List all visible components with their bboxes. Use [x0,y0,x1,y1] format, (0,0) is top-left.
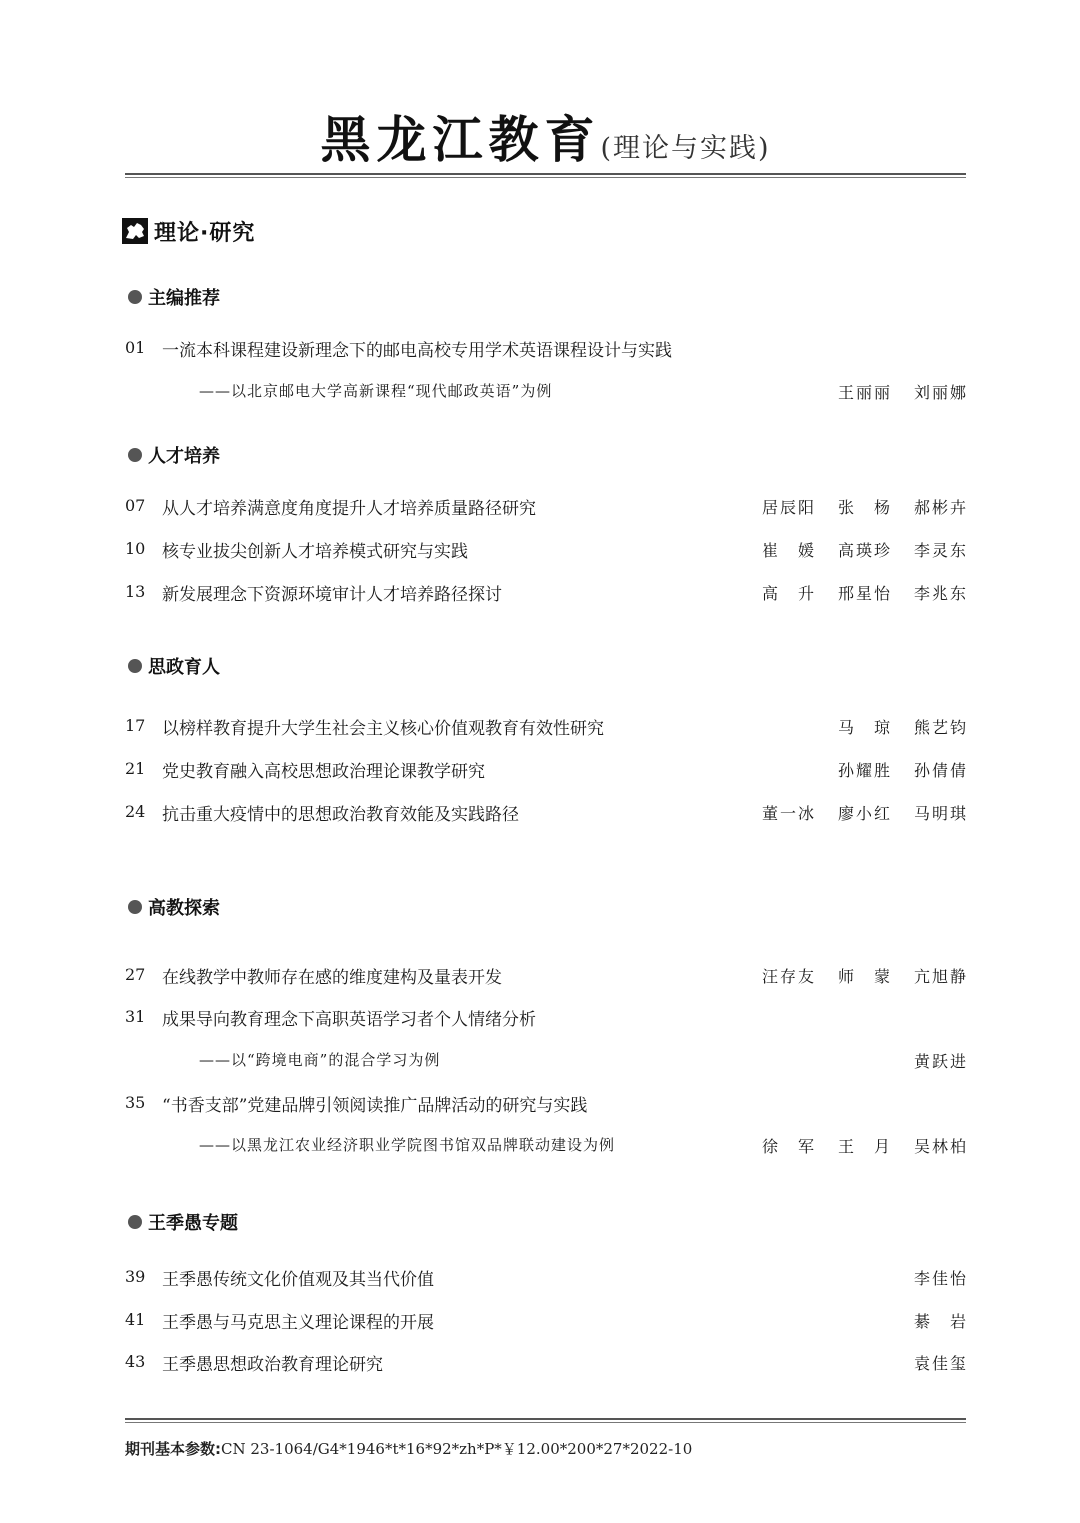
toc-entry[interactable] [125,1306,968,1334]
masthead-divider [125,173,966,178]
article-title[interactable]: 王季愚传统文化价值观及其当代价值 [162,1270,434,1290]
toc-entry[interactable] [125,1348,968,1376]
author: 廖小红 [837,804,892,823]
author: 张 杨 [837,498,892,517]
journal-parameters [125,1438,692,1459]
author: 李兆东 [913,584,968,603]
toc-entry[interactable] [125,492,968,520]
article-subtitle: ——以北京邮电大学高新课程“现代邮政英语”为例 [199,382,553,400]
page-number: 41 [125,1310,146,1329]
page-number: 10 [125,539,146,558]
category-label: 王季愚专题 [148,1213,238,1234]
authors [740,495,968,518]
author: 郝彬卉 [913,498,968,517]
author: 綦 岩 [913,1312,968,1331]
author: 刘丽娜 [913,383,968,402]
toc-entry[interactable] [125,535,968,563]
toc-entry-subtitle-row [125,1131,968,1159]
article-title[interactable]: 新发展理念下资源环境审计人才培养路径探讨 [162,585,502,605]
author: 王丽丽 [837,383,892,402]
page-number: 01 [125,338,146,357]
section-header [122,215,255,247]
page-number: 17 [125,716,146,735]
category-header [128,283,220,311]
author: 马 琼 [837,718,892,737]
article-title[interactable]: 王季愚与马克思主义理论课程的开展 [162,1313,434,1333]
toc-entry[interactable] [125,755,968,783]
author: 董一冰 [761,804,816,823]
toc-entry-subtitle-row [125,377,968,405]
author: 马明琪 [913,804,968,823]
toc-entry[interactable] [125,1089,968,1117]
page-number: 31 [125,1007,146,1026]
author: 亢旭静 [913,967,968,986]
author: 邢星怡 [837,584,892,603]
author: 居辰阳 [761,498,816,517]
bullet-icon [128,659,142,673]
page-number: 13 [125,582,146,601]
article-title[interactable]: 一流本科课程建设新理念下的邮电高校专用学术英语课程设计与实践 [162,341,672,361]
authors [740,801,968,824]
author: 吴林柏 [913,1137,968,1156]
authors [892,1266,968,1289]
section-title: 理论·研究 [154,220,256,246]
category-header [128,1208,238,1236]
toc-entry[interactable] [125,798,968,826]
page-number: 27 [125,965,146,984]
footer-divider [125,1418,966,1423]
authors [740,581,968,604]
author: 高 升 [761,584,816,603]
page-number: 35 [125,1093,146,1112]
category-label: 人才培养 [148,446,220,467]
article-title[interactable]: 党史教育融入高校思想政治理论课教学研究 [162,762,485,782]
article-subtitle: ——以“跨境电商”的混合学习为例 [199,1051,441,1069]
author: 孙耀胜 [837,761,892,780]
article-title[interactable]: 抗击重大疫情中的思想政治教育效能及实践路径 [162,805,519,825]
article-title[interactable]: “书香支部”党建品牌引领阅读推广品牌活动的研究与实践 [162,1096,588,1116]
article-title[interactable]: 在线教学中教师存在感的维度建构及量表开发 [162,968,502,988]
category-header [128,893,220,921]
page-number: 07 [125,496,146,515]
category-label: 思政育人 [148,657,220,678]
bullet-icon [128,290,142,304]
author: 师 蒙 [837,967,892,986]
journal-subtitle: (理论与实践) [600,133,771,164]
author: 李灵东 [913,541,968,560]
author: 崔 媛 [761,541,816,560]
authors [740,538,968,561]
category-label: 高教探索 [148,898,220,919]
article-title[interactable]: 从人才培养满意度角度提升人才培养质量路径研究 [162,499,536,519]
authors [740,964,968,987]
page-number: 21 [125,759,146,778]
article-title[interactable]: 核专业拔尖创新人才培养模式研究与实践 [162,542,468,562]
category-header [128,441,220,469]
authors [816,715,968,738]
toc-entry[interactable] [125,712,968,740]
authors [740,1134,968,1157]
toc-entry[interactable] [125,961,968,989]
authors [892,1049,968,1072]
author: 徐 军 [761,1137,816,1156]
authors [892,1309,968,1332]
page-number: 43 [125,1352,146,1371]
category-label: 主编推荐 [148,288,220,309]
heilongjiang-map-icon [122,218,148,244]
article-title[interactable]: 成果导向教育理念下高职英语学习者个人情绪分析 [162,1010,536,1030]
page-number: 24 [125,802,146,821]
toc-entry[interactable] [125,334,968,362]
author: 黄跃进 [913,1052,968,1071]
toc-entry[interactable] [125,1263,968,1291]
author: 高瑛珍 [837,541,892,560]
article-subtitle: ——以黑龙江农业经济职业学院图书馆双品牌联动建设为例 [199,1136,616,1154]
journal-title: 黑龙江教育 [320,110,601,169]
category-header [128,652,220,680]
authors [816,758,968,781]
bullet-icon [128,1215,142,1229]
author: 孙倩倩 [913,761,968,780]
author: 李佳怡 [913,1269,968,1288]
bullet-icon [128,900,142,914]
parameters-label: 期刊基本参数: [125,1440,221,1458]
author: 汪存友 [761,967,816,986]
masthead [125,100,966,170]
bullet-icon [128,448,142,462]
author: 王 月 [837,1137,892,1156]
author: 熊艺钧 [913,718,968,737]
authors [892,1351,968,1374]
toc-entry[interactable] [125,578,968,606]
parameters-value: CN 23-1064/G4*1946*t*16*92*zh*P*￥12.00*200*27*2022-10 [221,1440,693,1458]
toc-entry-subtitle-row [125,1046,968,1074]
toc-entry[interactable] [125,1003,968,1031]
article-title[interactable]: 王季愚思想政治教育理论研究 [162,1355,383,1375]
article-title[interactable]: 以榜样教育提升大学生社会主义核心价值观教育有效性研究 [162,719,604,739]
author: 袁佳玺 [913,1354,968,1373]
authors [816,380,968,403]
page-number: 39 [125,1267,146,1286]
